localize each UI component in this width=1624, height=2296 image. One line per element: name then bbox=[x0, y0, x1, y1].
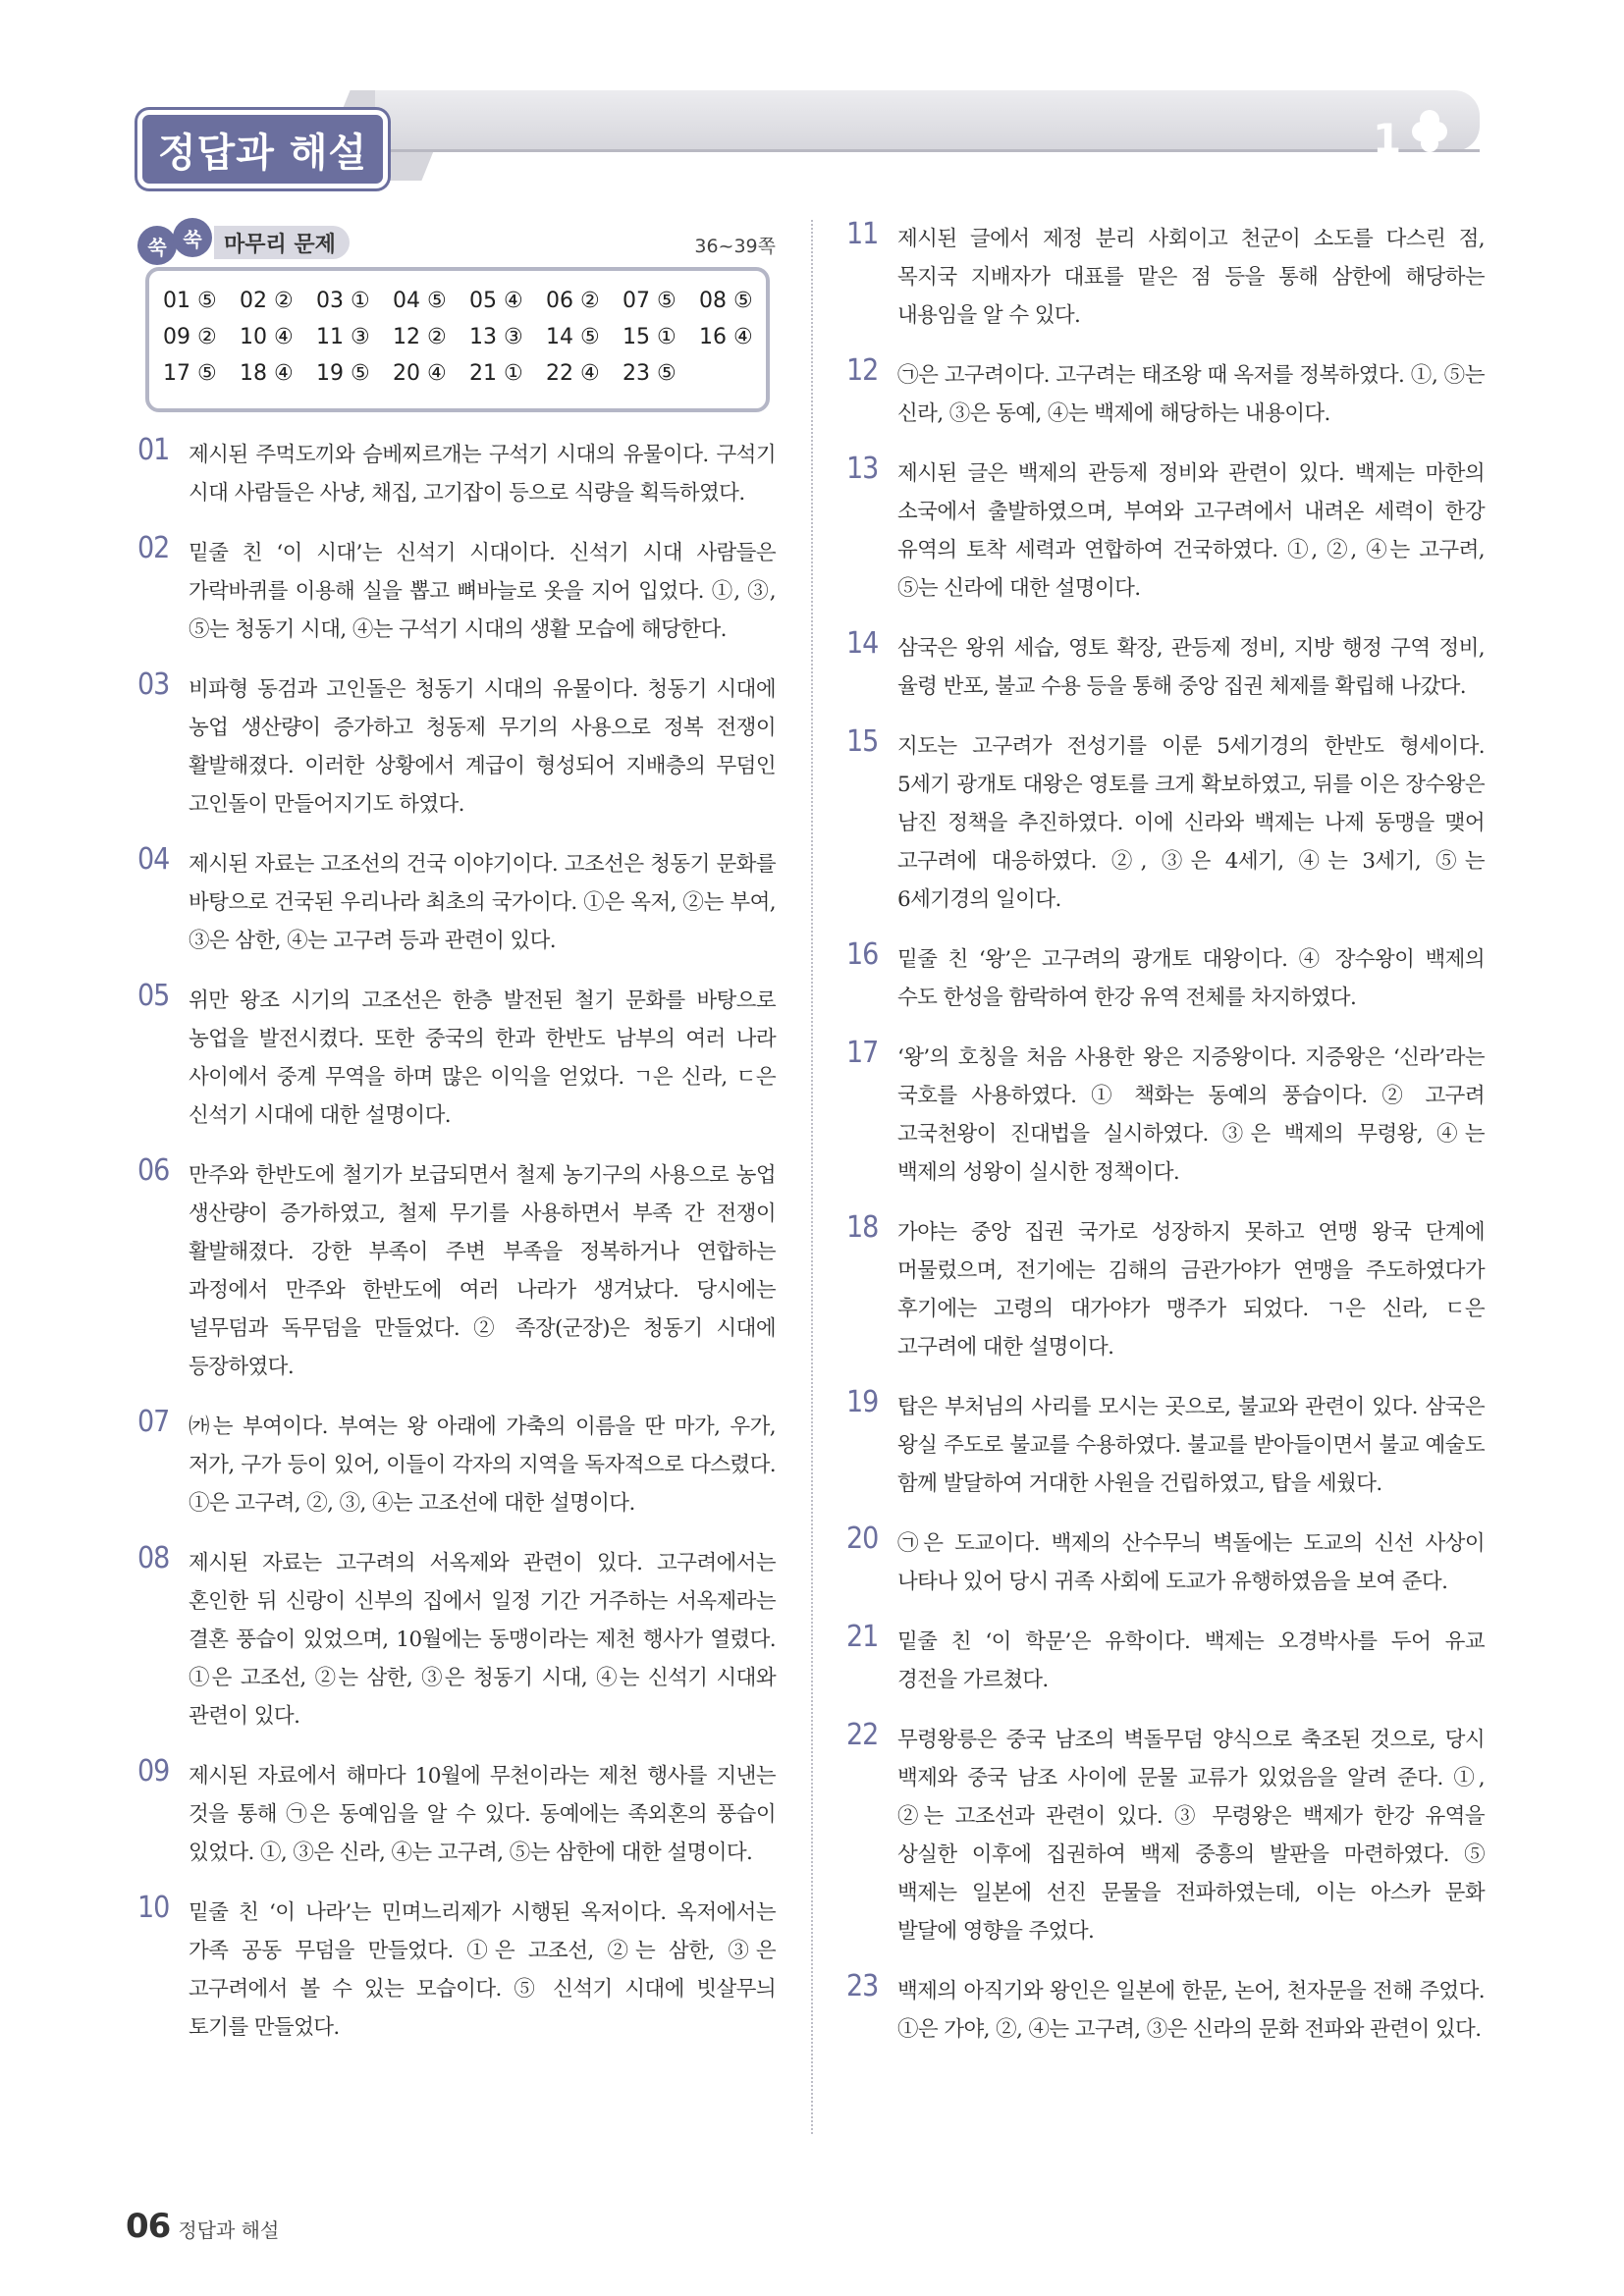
answer-box bbox=[145, 267, 770, 412]
section-number: 1 bbox=[1373, 115, 1402, 161]
explanation-text: ‘왕’의 호칭을 처음 사용한 왕은 지증왕이다. 지증왕은 ‘신라’라는 국호를 사용하였다. ① 책화는 동예의 풍습이다. ② 고구려 고국천왕이 진대법을 실시하였다. ③은 백제의 무령왕, ④는 백제의 성왕이 실시한 정책이다. bbox=[897, 1045, 1485, 1185]
answer-item: 06 ② bbox=[546, 289, 600, 313]
answer-item: 05 ④ bbox=[469, 289, 523, 313]
page-number: 06 bbox=[126, 2207, 171, 2246]
question-number: 07 bbox=[137, 1405, 170, 1439]
answer-item: 23 ⑤ bbox=[623, 361, 677, 386]
question-number: 21 bbox=[846, 1620, 879, 1654]
explanation-text: ㉠은 고구려이다. 고구려는 태조왕 때 옥저를 정복하였다. ①, ⑤는 신라, ③은 동예, ④는 백제에 해당하는 내용이다. bbox=[897, 363, 1485, 426]
explanations-right-column bbox=[846, 217, 1485, 2070]
explanation-text: 위만 왕조 시기의 고조선은 한층 발전된 철기 문화를 바탕으로 농업을 발전시켰다. 또한 중국의 한과 한반도 남부의 여러 나라 사이에서 중계 무역을 하며 많은 이익을 얻었다. ㄱ은 신라, ㄷ은 신석기 시대에 대한 설명이다. bbox=[189, 988, 776, 1128]
answer-item: 08 ⑤ bbox=[699, 289, 753, 313]
answer-item: 07 ⑤ bbox=[623, 289, 677, 313]
explanation-item bbox=[846, 1620, 1485, 1699]
answer-item: 17 ⑤ bbox=[163, 361, 217, 386]
summary-badge: 쑥 bbox=[137, 226, 177, 265]
explanation-item bbox=[846, 1718, 1485, 1950]
explanation-item bbox=[137, 1405, 776, 1522]
explanation-text: 만주와 한반도에 철기가 보급되면서 철제 농기구의 사용으로 농업 생산량이 증가하였고, 철제 무기를 사용하면서 부족 간 전쟁이 활발해졌다. 강한 부족이 주변 부족을 정복하거나 연합하는 과정에서 만주와 한반도에 여러 나라가 생겨났다. 당시에는 널무덤과 독무덤을 만들었다. ② 족장(군장)은 청동기 시대에 등장하였다. bbox=[189, 1163, 776, 1379]
explanation-text: 밑줄 친 ‘이 나라’는 민며느리제가 시행된 옥저이다. 옥저에서는 가족 공동 무덤을 만들었다. ①은 고조선, ②는 삼한, ③은 고구려에서 볼 수 있는 모습이다. ⑤ 신석기 시대에 빗살무늬 토기를 만들었다. bbox=[189, 1900, 776, 2040]
answer-item: 10 ④ bbox=[240, 325, 294, 349]
explanation-item bbox=[846, 626, 1485, 706]
summary-title: 마무리 문제 bbox=[214, 226, 350, 259]
answer-item: 01 ⑤ bbox=[163, 289, 217, 313]
question-number: 18 bbox=[846, 1210, 879, 1245]
page-footer bbox=[126, 2207, 279, 2246]
summary-pages: 36~39쪽 bbox=[694, 236, 776, 257]
explanation-item bbox=[846, 1385, 1485, 1503]
answer-item: 13 ③ bbox=[469, 325, 523, 349]
answer-item: 19 ⑤ bbox=[316, 361, 370, 386]
explanation-item bbox=[846, 1036, 1485, 1192]
answer-item: 20 ④ bbox=[393, 361, 447, 386]
explanation-text: 제시된 자료는 고조선의 건국 이야기이다. 고조선은 청동기 문화를 바탕으로 건국된 우리나라 최초의 국가이다. ①은 옥저, ②는 부여, ③은 삼한, ④는 고구려 등과 관련이 있다. bbox=[189, 852, 776, 953]
question-number: 02 bbox=[137, 531, 170, 565]
question-number: 05 bbox=[137, 979, 170, 1013]
answer-item: 12 ② bbox=[393, 325, 447, 349]
explanation-item bbox=[137, 531, 776, 649]
explanation-text: 삼국은 왕위 세습, 영토 확장, 관등제 정비, 지방 행정 구역 정비, 율령 반포, 불교 수용 등을 통해 중앙 집권 체제를 확립해 나갔다. bbox=[897, 636, 1485, 699]
answer-item: 09 ② bbox=[163, 325, 217, 349]
explanation-text: 탑은 부처님의 사리를 모시는 곳으로, 불교와 관련이 있다. 삼국은 왕실 주도로 불교를 수용하였다. 불교를 받아들이면서 불교 예술도 함께 발달하여 거대한 사원을 건립하였고, 탑을 세웠다. bbox=[897, 1395, 1485, 1496]
explanation-item bbox=[137, 979, 776, 1135]
question-number: 13 bbox=[846, 452, 879, 486]
question-number: 15 bbox=[846, 724, 879, 759]
explanation-item bbox=[137, 667, 776, 824]
explanation-item bbox=[846, 217, 1485, 335]
question-number: 01 bbox=[137, 433, 170, 467]
clover-icon bbox=[1373, 110, 1456, 161]
explanation-item bbox=[846, 1969, 1485, 2049]
explanations-left-column bbox=[137, 433, 776, 2068]
question-number: 16 bbox=[846, 937, 879, 972]
explanation-text: 제시된 글에서 제정 분리 사회이고 천군이 소도를 다스린 점, 목지국 지배자가 대표를 맡은 점 등을 통해 삼한에 해당하는 내용임을 알 수 있다. bbox=[897, 227, 1485, 328]
question-number: 04 bbox=[137, 842, 170, 877]
answer-item: 22 ④ bbox=[546, 361, 600, 386]
answer-item: 16 ④ bbox=[699, 325, 753, 349]
answer-item: 18 ④ bbox=[240, 361, 294, 386]
summary-badge: 쑥 bbox=[173, 218, 212, 257]
question-number: 10 bbox=[137, 1891, 170, 1925]
summary-header bbox=[137, 222, 776, 261]
question-number: 22 bbox=[846, 1718, 879, 1752]
question-number: 03 bbox=[137, 667, 170, 702]
explanation-text: 비파형 동검과 고인돌은 청동기 시대의 유물이다. 청동기 시대에 농업 생산량이 증가하고 청동제 무기의 사용으로 정복 전쟁이 활발해졌다. 이러한 상황에서 계급이 형성되어 지배층의 무덤인 고인돌이 만들어지기도 하였다. bbox=[189, 677, 776, 817]
explanation-text: ㉠은 도교이다. 백제의 산수무늬 벽돌에는 도교의 신선 사상이 나타나 있어 당시 귀족 사회에 도교가 유행하였음을 보여 준다. bbox=[897, 1531, 1485, 1594]
answer-item: 21 ① bbox=[469, 361, 523, 386]
explanation-text: 무령왕릉은 중국 남조의 벽돌무덤 양식으로 축조된 것으로, 당시 백제와 중국 남조 사이에 문물 교류가 있었음을 알려 준다. ①, ②는 고조선과 관련이 있다. ③ 무령왕은 백제가 한강 유역을 상실한 이후에 집권하여 백제 중흥의 발판을 마련하였다. ⑤ 백제는 일본에 선진 문물을 전파하였는데, 이는 아스카 문화 발달에 영향을 주었다. bbox=[897, 1728, 1485, 1944]
answer-grid bbox=[163, 289, 766, 386]
explanation-item bbox=[846, 1524, 1485, 1601]
question-number: 19 bbox=[846, 1385, 879, 1419]
answer-item: 11 ③ bbox=[316, 325, 370, 349]
explanation-item bbox=[137, 1891, 776, 2047]
question-number: 12 bbox=[846, 353, 879, 388]
explanation-item bbox=[137, 842, 776, 960]
page-title: 정답과 해설 bbox=[157, 130, 368, 176]
question-number: 09 bbox=[137, 1754, 170, 1789]
explanation-item bbox=[137, 1153, 776, 1386]
explanation-item bbox=[137, 1754, 776, 1872]
explanation-text: 제시된 자료는 고구려의 서옥제와 관련이 있다. 고구려에서는 혼인한 뒤 신랑이 신부의 집에서 일정 기간 거주하는 서옥제라는 결혼 풍습이 있었으며, 10월에는 동맹이라는 제천 행사가 열렸다. ①은 고조선, ②는 삼한, ③은 청동기 시대, ④는 신석기 시대와 관련이 있다. bbox=[189, 1551, 776, 1729]
question-number: 17 bbox=[846, 1036, 879, 1070]
explanation-item bbox=[846, 724, 1485, 919]
answer-item: 02 ② bbox=[240, 289, 294, 313]
question-number: 06 bbox=[137, 1153, 170, 1188]
explanation-text: 제시된 주먹도끼와 슴베찌르개는 구석기 시대의 유물이다. 구석기 시대 사람들은 사냥, 채집, 고기잡이 등으로 식량을 획득하였다. bbox=[189, 443, 776, 506]
explanation-item bbox=[846, 454, 1485, 608]
explanation-text: 밑줄 친 ‘이 시대’는 신석기 시대이다. 신석기 시대 사람들은 가락바퀴를 이용해 실을 뽑고 뼈바늘로 옷을 지어 입었다. ①, ③, ⑤는 청동기 시대, ④는 구석기 시대의 생활 모습에 해당한다. bbox=[189, 541, 776, 642]
question-number: 14 bbox=[846, 626, 879, 661]
explanation-text: 제시된 글은 백제의 관등제 정비와 관련이 있다. 백제는 마한의 소국에서 출발하였으며, 부여와 고구려에서 내려온 세력이 한강 유역의 토착 세력과 연합하여 건국하였다. ①, ②, ④는 고구려, ⑤는 신라에 대한 설명이다. bbox=[897, 461, 1485, 601]
explanation-text: 밑줄 친 ‘왕’은 고구려의 광개토 대왕이다. ④ 장수왕이 백제의 수도 한성을 함락하여 한강 유역 전체를 차지하였다. bbox=[897, 947, 1485, 1010]
explanation-item bbox=[137, 433, 776, 512]
question-number: 23 bbox=[846, 1969, 879, 2003]
explanation-text: 백제의 아직기와 왕인은 일본에 한문, 논어, 천자문을 전해 주었다. ①은 가야, ②, ④는 고구려, ③은 신라의 문화 전파와 관련이 있다. bbox=[897, 1979, 1485, 2042]
explanation-text: 밑줄 친 ‘이 학문’은 유학이다. 백제는 오경박사를 두어 유교 경전을 가르쳤다. bbox=[897, 1629, 1485, 1692]
footer-label: 정답과 해설 bbox=[178, 2218, 280, 2242]
explanation-item bbox=[137, 1541, 776, 1735]
explanation-item bbox=[846, 353, 1485, 433]
header-title-tab bbox=[137, 110, 388, 188]
answer-item: 15 ① bbox=[623, 325, 677, 349]
column-divider bbox=[811, 220, 813, 2134]
answer-item: 14 ⑤ bbox=[546, 325, 600, 349]
question-number: 11 bbox=[846, 217, 879, 251]
explanation-text: 제시된 자료에서 해마다 10월에 무천이라는 제천 행사를 지낸는 것을 통해 ㉠은 동예임을 알 수 있다. 동예에는 족외혼의 풍습이 있었다. ①, ③은 신라, ④는 고구려, ⑤는 삼한에 대한 설명이다. bbox=[189, 1764, 776, 1865]
header-rule bbox=[375, 149, 1480, 152]
explanation-text: 지도는 고구려가 전성기를 이룬 5세기경의 한반도 형세이다. 5세기 광개토 대왕은 영토를 크게 확보하였고, 뒤를 이은 장수왕은 남진 정책을 추진하였다. 이에 신라와 백제는 나제 동맹을 맺어 고구려에 대응하였다. ②, ③은 4세기, ④는 3세기, ⑤는 6세기경의 일이다. bbox=[897, 734, 1485, 912]
explanation-item bbox=[846, 937, 1485, 1017]
answer-item: 04 ⑤ bbox=[393, 289, 447, 313]
answer-item: 03 ① bbox=[316, 289, 370, 313]
explanation-text: 가야는 중앙 집권 국가로 성장하지 못하고 연맹 왕국 단계에 머물렀으며, 전기에는 김해의 금관가야가 연맹을 주도하였다가 후기에는 고령의 대가야가 맹주가 되었다. ㄱ은 신라, ㄷ은 고구려에 대한 설명이다. bbox=[897, 1220, 1485, 1360]
header-band bbox=[375, 90, 1480, 151]
explanation-item bbox=[846, 1210, 1485, 1366]
question-number: 08 bbox=[137, 1541, 170, 1575]
question-number: 20 bbox=[846, 1522, 879, 1556]
explanation-text: ㈎는 부여이다. 부여는 왕 아래에 가축의 이름을 딴 마가, 우가, 저가, 구가 등이 있어, 이들이 각자의 지역을 독자적으로 다스렸다. ①은 고구려, ②, ③, ④는 고조선에 대한 설명이다. bbox=[189, 1415, 776, 1516]
